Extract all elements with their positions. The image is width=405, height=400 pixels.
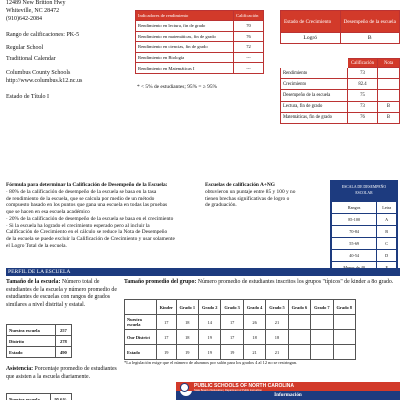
table-row: Nuestra escuela 17 18 14 17 26 21 xyxy=(125,315,356,330)
table-row: 55-69 C xyxy=(332,238,397,250)
footer-subtitle: State Board of Education | Department of Public Instruction xyxy=(194,388,262,392)
school-district: Columbus County Schools xyxy=(6,69,71,76)
scale-title: ESCALA DE DESEMPEÑO ESCOLAR xyxy=(331,181,397,201)
table-row: Nuestra escuela 257 xyxy=(7,325,72,336)
table-row: Rendimiento en Biología --- xyxy=(136,52,264,63)
school-size-table xyxy=(6,324,72,358)
group-size-note: *La legislación exige que el número de alumnos por salón para los grados 4 al 12 no se restringan. xyxy=(124,360,298,365)
subscores-header-score: Calificación xyxy=(348,59,378,68)
scale-table: Rangos Letra 85-100 A 70-84 B 55-69 C 40-54 D xyxy=(331,201,397,274)
attendance-title: Asistencia: xyxy=(6,366,34,372)
school-size-title: Tamaño de la escuela: xyxy=(6,279,61,285)
performance-footnote: * < 5% de estudiantes; 95% = ≥ 95% xyxy=(137,84,218,90)
performance-header-indicator: Indicadores de rendimiento xyxy=(136,11,234,21)
school-calendar: Traditional Calendar xyxy=(6,55,56,62)
growth-header-grade: Desempeño de la escuela xyxy=(340,11,400,33)
attendance-text: Porcentaje promedio de estudiantes que asisten a la escuela diariamente. xyxy=(6,366,117,380)
table-row: Matemáticas, fin de grado 76 B xyxy=(281,112,400,123)
table-row: 70-84 B xyxy=(332,226,397,238)
school-size-section xyxy=(6,279,118,309)
nc-footer xyxy=(176,382,400,400)
formula-title: Fórmula para determinar la Calificación de Desempeño de la Escuela: xyxy=(6,182,168,188)
table-row: Rendimiento en matemáticas, fin de grado 76 xyxy=(136,31,264,42)
school-size-text: Número total de estudiantes de la escuela y número promedio de estudiantes de escuelas con rangos de grados similares a nivel distrital y estatal. xyxy=(6,279,117,308)
school-website[interactable]: http://www.columbus.k12.nc.us xyxy=(6,77,83,84)
table-row: Rendimiento en lectura, fin de grado 70 xyxy=(136,21,264,32)
title-status: Estado de Título I xyxy=(6,94,50,101)
subscores-header-grade: Nota xyxy=(378,59,400,68)
formula-section: Fórmula para determinar la Calificación de Desempeño de la Escuela: · 80% de la calificación de desempeño de la escuela se basa en la tasa de rendimiento de la escuela, que se calcula por medio de un método compuesto basado en los puntos que gana una escuela en todas las pruebas que se hacen en esa escuela académico · 20% de la calificación de desempeño de la escuela se basa en el crecimiento · Si la escuela ha logrado el crecimiento esperado pero al incluir la Calificación de Crecimiento en el cálculo se reduce la Nota de Desempeño de la escuela se puede excluir la Calificación de Crecimiento y usar solamente el Logro Total de la escuela. xyxy=(6,182,276,250)
footer-info: Información xyxy=(274,392,302,398)
subscores-table xyxy=(280,58,400,124)
growth-status: Logró xyxy=(281,33,341,44)
group-size-title: Tamaño promedio del grupo: xyxy=(124,279,197,285)
table-row: Lectura, fin de grado 73 B xyxy=(281,101,400,112)
school-type: Regular School xyxy=(6,45,44,52)
table-row: Nuestra escuela 95.6% xyxy=(7,394,72,400)
ang-section: Escuelas de calificación A+NG obtuvieron un puntaje entre 85 y 100 y no tienen brechas significativas de logro o de graduación. xyxy=(205,182,323,209)
table-row: Distrito 278 xyxy=(7,336,72,347)
scale-box xyxy=(330,180,398,275)
profile-banner: PERFIL DE LA ESCUELA xyxy=(6,268,400,276)
group-size-section xyxy=(124,279,400,287)
table-row: Rendimiento en Matemáticas I --- xyxy=(136,63,264,74)
school-address: 12489 New Britton Hwy xyxy=(6,0,66,6)
growth-table xyxy=(280,10,400,44)
table-row: Crecimiento 82.4 xyxy=(281,79,400,90)
table-row: Estado 19 19 19 19 21 21 xyxy=(125,345,356,360)
school-phone: (910)642-2084 xyxy=(6,15,42,22)
group-size-text: Número promedio de estudiantes inscritos los grupos "típicos" de kinder a 8o grado. xyxy=(197,279,394,285)
growth-grade: B xyxy=(340,33,400,44)
school-city: Whiteville, NC 28472 xyxy=(6,7,60,14)
attendance-table xyxy=(6,393,72,400)
group-size-table: Kinder Grado 1 Grado 2 Grado 3 Grado 4 Grado 5 Grado 6 Grado 7 Grado 8 Nuestra escuela 17 18 14 17 26 21 Our District 17 18 19 17 18 18 Estado 19 19 19 19 21 21 xyxy=(124,299,356,360)
performance-header-score: Calificación xyxy=(234,11,264,21)
performance-table xyxy=(135,10,264,74)
nc-seal-icon xyxy=(180,383,189,392)
school-info xyxy=(6,0,131,102)
table-row: Rendimiento 73 xyxy=(281,68,400,79)
table-row: 85-100 A xyxy=(332,214,397,226)
growth-header-status: Estado de Crecimiento xyxy=(281,11,341,33)
attendance-section xyxy=(6,366,118,381)
table-row: Our District 17 18 19 17 18 18 xyxy=(125,330,356,345)
grade-range: Rango de calificaciones: PK-5 xyxy=(6,32,80,39)
footer-title: PUBLIC SCHOOLS OF NORTH CAROLINA xyxy=(194,383,294,389)
table-row: Desempeño de la escuela 75 xyxy=(281,90,400,101)
table-row: Estado 490 xyxy=(7,347,72,358)
ang-title: Escuelas de calificación A+NG xyxy=(205,182,276,188)
table-row: 40-54 D xyxy=(332,250,397,262)
table-row: Rendimiento en ciencias, fin de grado 72 xyxy=(136,42,264,53)
